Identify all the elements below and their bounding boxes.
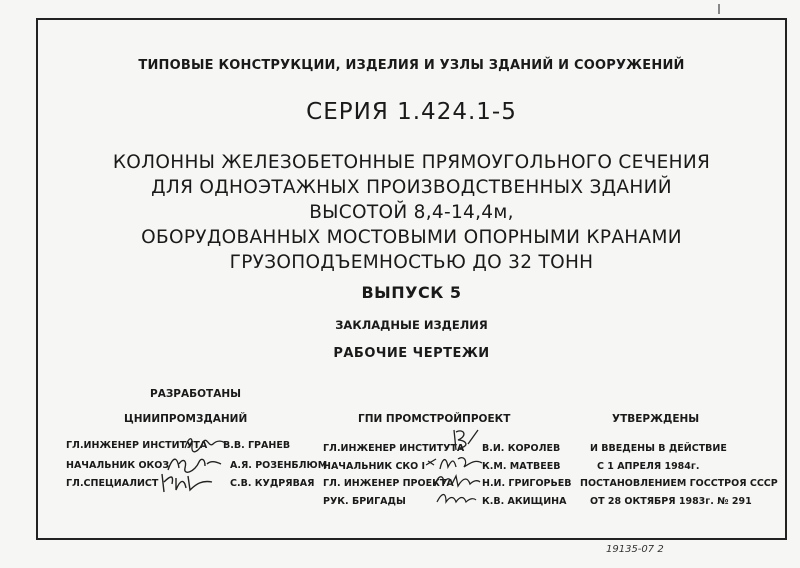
org1-role: ГЛ.СПЕЦИАЛИСТ [66,478,159,489]
subtitle-embedded-parts: ЗАКЛАДНЫЕ ИЗДЕЛИЯ [335,318,488,332]
signature-akishina [434,488,478,508]
approval-line: И ВВЕДЕНЫ В ДЕЙСТВИЕ [590,443,727,454]
org2-person: К.В. АКИЩИНА [482,496,567,507]
corner-mark [718,4,720,14]
org2-role: НАЧАЛЬНИК СКО I [323,461,426,472]
title-line: КОЛОННЫ ЖЕЛЕЗОБЕТОННЫЕ ПРЯМОУГОЛЬНОГО СЕЧЕНИЯ [112,152,711,173]
org1-name: ЦНИИПРОМЗДАНИЙ [124,413,248,425]
document-title [36,150,787,275]
archive-number: 19135-07 2 [606,544,664,555]
title-line: ОБОРУДОВАННЫХ МОСТОВЫМИ ОПОРНЫМИ КРАНАМИ [141,227,682,248]
org1-person: В.В. ГРАНЕВ [223,440,291,451]
org2-role: РУК. БРИГАДЫ [323,496,406,507]
issue-number: ВЫПУСК 5 [361,283,462,302]
org1-role: ГЛ.ИНЖЕНЕР ИНСТИТУТА [66,440,208,451]
subtitle-working-drawings: РАБОЧИЕ ЧЕРТЕЖИ [333,346,490,361]
org2-role: ГЛ.ИНЖЕНЕР ИНСТИТУТА [323,443,465,454]
approval-date: С 1 АПРЕЛЯ 1984г. [597,461,700,472]
org2-name: ГПИ ПРОМСТРОЙПРОЕКТ [358,413,511,425]
document-header: ТИПОВЫЕ КОНСТРУКЦИИ, ИЗДЕЛИЯ И УЗЛЫ ЗДАНИЙ И СООРУЖЕНИЙ [138,58,685,73]
title-line: ГРУЗОПОДЪЕМНОСТЬЮ ДО 32 ТОНН [229,252,594,273]
signature-kudryavaya [158,470,218,494]
approval-decree-date: ОТ 28 ОКТЯБРЯ 1983г. № 291 [590,496,752,507]
org2-role: ГЛ. ИНЖЕНЕР ПРОЕКТА [323,478,454,489]
title-line: ВЫСОТОЙ 8,4-14,4м, [309,202,514,223]
signature-korolev [448,426,482,454]
developed-by-label: РАЗРАБОТАНЫ [150,388,241,400]
title-line: ДЛЯ ОДНОЭТАЖНЫХ ПРОИЗВОДСТВЕННЫХ ЗДАНИЙ [151,177,672,198]
org1-person: С.В. КУДРЯВАЯ [230,478,315,489]
approved-label: УТВЕРЖДЕНЫ [612,413,700,425]
org2-person: В.И. КОРОЛЕВ [482,443,561,454]
org2-person: Н.И. ГРИГОРЬЕВ [482,478,572,489]
signature-granev [183,434,229,454]
series-number: СЕРИЯ 1.424.1-5 [306,99,517,125]
approval-decree: ПОСТАНОВЛЕНИЕМ ГОССТРОЯ СССР [580,478,778,489]
org1-role: НАЧАЛЬНИК ОКОЗ [66,460,170,471]
org2-person: К.М. МАТВЕЕВ [482,461,561,472]
org1-person: А.Я. РОЗЕНБЛЮМ [230,460,328,471]
